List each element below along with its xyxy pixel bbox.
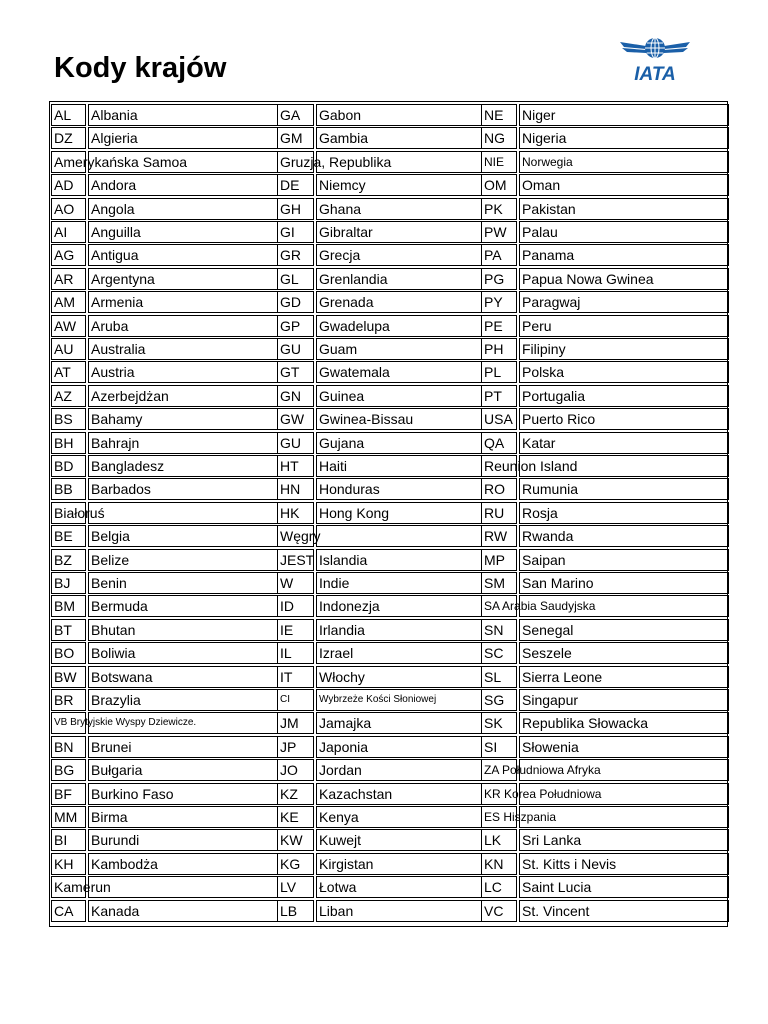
country-name-cell: Rwanda xyxy=(519,525,729,547)
iata-logo xyxy=(618,36,692,88)
country-code-cell: GT xyxy=(277,361,314,383)
country-name-cell: Burundi xyxy=(88,829,278,851)
country-code-cell: KW xyxy=(277,829,314,851)
country-code-cell: AO xyxy=(51,198,86,220)
country-code-cell: OM xyxy=(481,174,517,196)
country-code-cell: BO xyxy=(51,642,86,664)
country-name-cell: Benin xyxy=(88,572,278,594)
country-name-cell: Botswana xyxy=(88,666,278,688)
country-name-cell: Gibraltar xyxy=(316,221,482,243)
country-name-cell: Sierra Leone xyxy=(519,666,729,688)
country-code-cell: AZ xyxy=(51,385,86,407)
country-merged-cell: Kamerun xyxy=(51,876,86,898)
country-name-cell xyxy=(88,502,278,524)
country-code-cell: NE xyxy=(481,104,517,126)
country-name-cell: San Marino xyxy=(519,572,729,594)
country-code-cell: IE xyxy=(277,619,314,641)
country-code-cell: PE xyxy=(481,315,517,337)
country-code-cell: AT xyxy=(51,361,86,383)
country-code-cell: KG xyxy=(277,853,314,875)
country-name-cell: Jamajka xyxy=(316,712,482,734)
country-name-cell: Boliwia xyxy=(88,642,278,664)
country-merged-cell: Węgry xyxy=(277,525,314,547)
country-name-cell: Angola xyxy=(88,198,278,220)
country-code-cell: JP xyxy=(277,736,314,758)
country-name-cell: Kenya xyxy=(316,806,482,828)
country-code-cell: BF xyxy=(51,783,86,805)
country-code-cell: BD xyxy=(51,455,86,477)
country-code-cell: DZ xyxy=(51,127,86,149)
country-name-cell: Senegal xyxy=(519,619,729,641)
country-name-cell: Filipiny xyxy=(519,338,729,360)
country-code-cell: AL xyxy=(51,104,86,126)
country-code-cell: GL xyxy=(277,268,314,290)
country-code-cell: PY xyxy=(481,291,517,313)
country-code-cell: GU xyxy=(277,432,314,454)
country-name-cell: Bahrajn xyxy=(88,432,278,454)
country-name-cell: Niger xyxy=(519,104,729,126)
country-code-cell: GR xyxy=(277,244,314,266)
country-name-cell: Algieria xyxy=(88,127,278,149)
country-code-cell: AG xyxy=(51,244,86,266)
country-name-cell: Birma xyxy=(88,806,278,828)
country-code-cell: W xyxy=(277,572,314,594)
country-code-cell: JEST xyxy=(277,549,314,571)
country-name-cell: Anguilla xyxy=(88,221,278,243)
country-name-cell: Grenada xyxy=(316,291,482,313)
iata-logo-text: IATA xyxy=(634,64,676,85)
country-name-cell: Argentyna xyxy=(88,268,278,290)
country-code-cell: HT xyxy=(277,455,314,477)
country-code-cell: GW xyxy=(277,408,314,430)
country-name-cell: Norwegia xyxy=(519,151,729,173)
country-code-cell: IL xyxy=(277,642,314,664)
country-merged-cell: SA Arabia Saudyjska xyxy=(481,595,517,617)
country-name-cell: Azerbejdżan xyxy=(88,385,278,407)
country-name-cell xyxy=(316,525,482,547)
country-name-cell: Panama xyxy=(519,244,729,266)
country-code-cell: CA xyxy=(51,900,86,922)
country-name-cell: Republika Słowacka xyxy=(519,712,729,734)
country-name-cell: Bułgaria xyxy=(88,759,278,781)
country-code-cell: GU xyxy=(277,338,314,360)
country-code-cell: KE xyxy=(277,806,314,828)
country-name-cell: Indie xyxy=(316,572,482,594)
country-code-cell: LB xyxy=(277,900,314,922)
country-name-cell: Wybrzeże Kości Słoniowej xyxy=(316,689,482,711)
country-code-cell: QA xyxy=(481,432,517,454)
country-name-cell: Pakistan xyxy=(519,198,729,220)
country-code-cell: BW xyxy=(51,666,86,688)
country-name-cell: Paragwaj xyxy=(519,291,729,313)
country-code-cell: BI xyxy=(51,829,86,851)
country-code-cell: KH xyxy=(51,853,86,875)
country-name-cell: Ghana xyxy=(316,198,482,220)
country-name-cell: Burkino Faso xyxy=(88,783,278,805)
country-name-cell: Rosja xyxy=(519,502,729,524)
country-code-cell: RU xyxy=(481,502,517,524)
country-name-cell: Islandia xyxy=(316,549,482,571)
country-code-cell: JM xyxy=(277,712,314,734)
country-name-cell: St. Vincent xyxy=(519,900,729,922)
country-name-cell: Gambia xyxy=(316,127,482,149)
country-name-cell: Austria xyxy=(88,361,278,383)
page-title: Kody krajów xyxy=(54,52,227,84)
country-name-cell: Saint Lucia xyxy=(519,876,729,898)
country-code-cell: JO xyxy=(277,759,314,781)
country-name-cell: St. Kitts i Nevis xyxy=(519,853,729,875)
country-code-cell: PK xyxy=(481,198,517,220)
country-code-cell: RW xyxy=(481,525,517,547)
country-code-cell: AI xyxy=(51,221,86,243)
country-merged-cell: ES Hiszpania xyxy=(481,806,517,828)
country-code-cell: GD xyxy=(277,291,314,313)
iata-globe-wings-icon xyxy=(618,36,692,66)
country-name-cell: Gwatemala xyxy=(316,361,482,383)
country-code-cell: PG xyxy=(481,268,517,290)
country-name-cell: Nigeria xyxy=(519,127,729,149)
country-code-cell: SI xyxy=(481,736,517,758)
country-code-cell: AD xyxy=(51,174,86,196)
country-code-cell: BJ xyxy=(51,572,86,594)
country-code-cell: LC xyxy=(481,876,517,898)
country-name-cell: Sri Lanka xyxy=(519,829,729,851)
country-code-cell: PT xyxy=(481,385,517,407)
country-name-cell: Jordan xyxy=(316,759,482,781)
country-code-cell: GM xyxy=(277,127,314,149)
country-code-cell: BN xyxy=(51,736,86,758)
country-name-cell: Hong Kong xyxy=(316,502,482,524)
country-code-cell: LK xyxy=(481,829,517,851)
country-code-cell: MM xyxy=(51,806,86,828)
country-name-cell: Bangladesz xyxy=(88,455,278,477)
country-code-cell: BE xyxy=(51,525,86,547)
country-name-cell: Belgia xyxy=(88,525,278,547)
country-name-cell: Armenia xyxy=(88,291,278,313)
country-name-cell: Australia xyxy=(88,338,278,360)
country-name-cell: Seszele xyxy=(519,642,729,664)
country-name-cell: Kuwejt xyxy=(316,829,482,851)
country-code-cell: IT xyxy=(277,666,314,688)
country-code-cell: AR xyxy=(51,268,86,290)
country-name-cell: Oman xyxy=(519,174,729,196)
country-name-cell: Guam xyxy=(316,338,482,360)
country-name-cell: Grecja xyxy=(316,244,482,266)
country-code-cell: NIE xyxy=(481,151,517,173)
country-name-cell: Indonezja xyxy=(316,595,482,617)
country-name-cell: Słowenia xyxy=(519,736,729,758)
country-name-cell: Kanada xyxy=(88,900,278,922)
country-name-cell: Portugalia xyxy=(519,385,729,407)
country-name-cell: Rumunia xyxy=(519,478,729,500)
country-code-cell: GI xyxy=(277,221,314,243)
country-name-cell: Antigua xyxy=(88,244,278,266)
country-code-cell: HK xyxy=(277,502,314,524)
country-name-cell: Polska xyxy=(519,361,729,383)
country-merged-cell: ZA Południowa Afryka xyxy=(481,759,517,781)
country-code-cell: VC xyxy=(481,900,517,922)
country-code-cell: MP xyxy=(481,549,517,571)
country-code-cell: PW xyxy=(481,221,517,243)
country-name-cell: Barbados xyxy=(88,478,278,500)
country-code-cell: SN xyxy=(481,619,517,641)
country-name-cell: Niemcy xyxy=(316,174,482,196)
country-name-cell: Włochy xyxy=(316,666,482,688)
country-code-cell: HN xyxy=(277,478,314,500)
country-name-cell: Palau xyxy=(519,221,729,243)
country-code-cell: PA xyxy=(481,244,517,266)
country-name-cell: Gwinea-Bissau xyxy=(316,408,482,430)
country-name-cell: Papua Nowa Gwinea xyxy=(519,268,729,290)
country-merged-cell: Gruzja, Republika xyxy=(277,151,314,173)
country-code-cell: SM xyxy=(481,572,517,594)
country-name-cell: Gabon xyxy=(316,104,482,126)
country-code-cell: BS xyxy=(51,408,86,430)
country-code-cell: GP xyxy=(277,315,314,337)
country-name-cell: Brunei xyxy=(88,736,278,758)
country-code-cell: CI xyxy=(277,689,314,711)
country-name-cell: Albania xyxy=(88,104,278,126)
country-name-cell: Belize xyxy=(88,549,278,571)
country-name-cell: Japonia xyxy=(316,736,482,758)
country-code-cell: NG xyxy=(481,127,517,149)
country-name-cell: Izrael xyxy=(316,642,482,664)
country-merged-cell: Amerykańska Samoa xyxy=(51,151,86,173)
country-name-cell: Katar xyxy=(519,432,729,454)
country-code-cell: USA xyxy=(481,408,517,430)
country-name-cell: Guinea xyxy=(316,385,482,407)
country-name-cell: Singapur xyxy=(519,689,729,711)
country-code-cell: SG xyxy=(481,689,517,711)
country-name-cell: Honduras xyxy=(316,478,482,500)
country-name-cell: Bermuda xyxy=(88,595,278,617)
country-code-cell: SC xyxy=(481,642,517,664)
country-name-cell: Grenlandia xyxy=(316,268,482,290)
country-code-cell: GN xyxy=(277,385,314,407)
country-code-cell: PL xyxy=(481,361,517,383)
country-code-cell: AW xyxy=(51,315,86,337)
country-code-cell: BZ xyxy=(51,549,86,571)
country-name-cell: Saipan xyxy=(519,549,729,571)
country-code-cell: ID xyxy=(277,595,314,617)
country-code-cell: DE xyxy=(277,174,314,196)
country-name-cell xyxy=(88,876,278,898)
country-code-cell: KN xyxy=(481,853,517,875)
country-name-cell: Peru xyxy=(519,315,729,337)
country-code-cell: KZ xyxy=(277,783,314,805)
country-name-cell: Kirgistan xyxy=(316,853,482,875)
country-code-cell: SL xyxy=(481,666,517,688)
country-code-cell: BM xyxy=(51,595,86,617)
country-name-cell: Bhutan xyxy=(88,619,278,641)
country-name-cell: Andora xyxy=(88,174,278,196)
country-code-cell: PH xyxy=(481,338,517,360)
country-code-cell: BT xyxy=(51,619,86,641)
country-merged-cell: VB Brytyjskie Wyspy Dziewicze. xyxy=(51,712,86,734)
country-name-cell: Liban xyxy=(316,900,482,922)
country-merged-cell: KR Korea Południowa xyxy=(481,783,517,805)
country-merged-cell: Białoruś xyxy=(51,502,86,524)
country-code-cell: AM xyxy=(51,291,86,313)
country-name-cell: Kambodża xyxy=(88,853,278,875)
country-name-cell: Kazachstan xyxy=(316,783,482,805)
country-name-cell: Bahamy xyxy=(88,408,278,430)
country-name-cell: Brazylia xyxy=(88,689,278,711)
country-name-cell: Łotwa xyxy=(316,876,482,898)
country-name-cell: Aruba xyxy=(88,315,278,337)
country-code-cell: RO xyxy=(481,478,517,500)
country-name-cell: Gujana xyxy=(316,432,482,454)
country-code-cell: GH xyxy=(277,198,314,220)
country-code-cell: SK xyxy=(481,712,517,734)
country-code-cell: LV xyxy=(277,876,314,898)
country-code-cell: BR xyxy=(51,689,86,711)
country-code-cell: BG xyxy=(51,759,86,781)
country-code-cell: AU xyxy=(51,338,86,360)
country-code-cell: GA xyxy=(277,104,314,126)
country-merged-cell: Reunion Island xyxy=(481,455,517,477)
country-name-cell: Irlandia xyxy=(316,619,482,641)
country-code-cell: BB xyxy=(51,478,86,500)
country-name-cell: Gwadelupa xyxy=(316,315,482,337)
country-code-cell: BH xyxy=(51,432,86,454)
country-name-cell: Puerto Rico xyxy=(519,408,729,430)
country-name-cell: Haiti xyxy=(316,455,482,477)
